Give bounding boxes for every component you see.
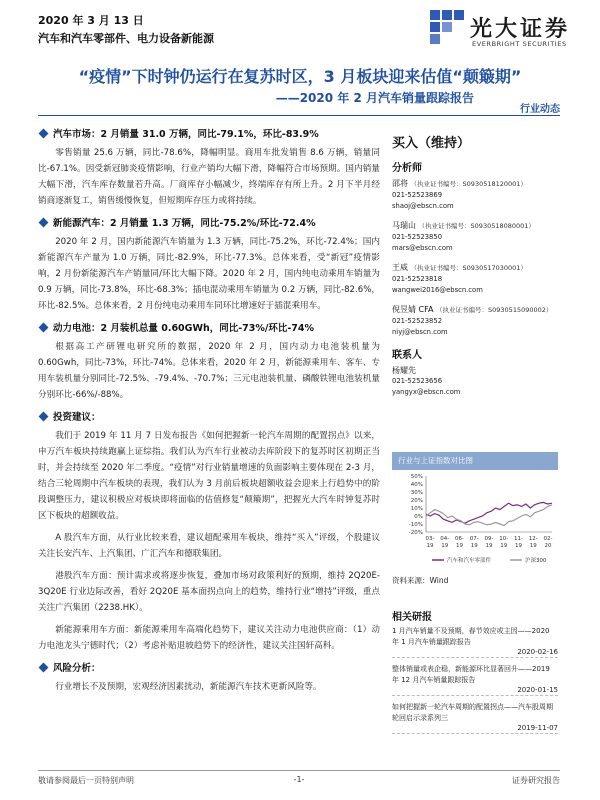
x-tick-label: 06- [455,536,464,542]
footer-disclaimer: 敬请参阅最后一页特别声明 [38,776,134,785]
x-tick-label: 11- [514,536,523,542]
x-tick-label: 02- [543,536,553,542]
main-content [38,126,380,701]
sidebar [392,122,562,406]
x-tick-label: 04- [440,536,450,542]
y-tick-label: 50% [410,474,423,480]
section-heading-text: 新能源汽车：2 月销量 1.3 万辆，同比-75.2%/环比-72.4% [53,218,316,229]
analyst-phone: 021-52523869 [392,191,443,199]
x-tick-label: 19 [515,543,522,549]
section-heading [38,409,380,423]
section-risk [38,660,380,695]
related-item[interactable] [392,626,558,658]
x-tick-label: 19 [456,543,463,549]
section-heading [38,320,380,334]
analyst-cert: （执业证书编号：S0930518120001） [410,180,527,188]
chart-source: 资料来源：Wind [392,576,449,585]
contact-card [392,365,562,398]
paragraph: A 股汽车方面，从行业比较来看，建议超配乘用车板块，维持“买入”评级，个股建议关注长安汽车、上汽集团、广汇汽车和德联集团。 [38,533,380,559]
related-title[interactable]: 整体销量或表企稳，新能源环比显著回升——2019 年 12 月汽车销量跟踪报告 [392,665,550,684]
x-tick-label: 19 [470,543,478,549]
section-heading-text: 投资建议： [53,412,101,423]
chart-plot [392,470,558,572]
x-tick-label: 03- [425,536,435,542]
analyst-phone: 021-52523818 [392,275,443,283]
bullet-diamond-icon [39,322,49,332]
paragraph: 2020 年 2 月，国内新能源汽车销量为 1.3 万辆，同比-75.2%，环比-72.4%；国内新能源汽车产量为 1.0 万辆，同比-82.9%，环比-77.3%。总体来看，受“新冠”疫情影响，2 月份新能源汽车产销量同/环比大幅下降。2020 年 2 月，国内纯电动乘用车销量为 0.9 万辆，同比-73.8%，环比-68.3%；插电混动乘用车销量为 0.2 万辆，同比-82.6%，环比-82.5%。总体来看，2 月份纯电动乘用车同环比增速好于插混乘用车。 [38,237,380,311]
analyst-name: 倪昱婧 CFA [392,305,434,314]
related-reports [392,608,558,740]
analysts-heading: 分析师 [392,163,422,174]
x-tick-label: 19 [485,543,493,549]
paragraph: 零售销量 25.6 万辆，同比-78.6%，降幅明显。商用车批发销售 8.6 万辆，销量同比-67.1%。因受新冠肺炎疫情影响，行业产销均大幅下滑，降幅符合市场预期。国内销量大幅下滑，汽车库存数量若升高。厂商库存小幅减少，终端库存有所上升。2 月下半月经销商逐渐复工，销售缓慢恢复，但短期库存压力或将持续。 [38,148,380,206]
paragraph: 行业增长不及预期，宏观经济因素扰动，新能源汽车技术更新风险等。 [55,682,322,692]
analyst-email[interactable]: niyj@ebscn.com [392,328,448,336]
analyst-cert: （执业证书编号：S0930518080001） [418,222,535,230]
legend-label: 沪深300 [525,558,547,564]
analyst-cert: （执业证书编号：S0930515090002） [436,306,553,314]
report-type-tag: 行业动态 [520,104,560,115]
related-date: 2020-01-15 [392,686,558,696]
related-item[interactable] [392,702,558,734]
bullet-diamond-icon [39,128,49,138]
title-divider [38,115,560,116]
contact-phone: 021-52523656 [392,377,443,385]
section-heading [38,660,380,674]
report-title: “疫情”下时钟仍运行在复苏时区，3 月板块迎来估值“颠簸期” [78,67,522,86]
x-tick-label: 20 [544,543,552,549]
analyst-email[interactable]: shaoj@ebscn.com [392,202,454,210]
rating: 买入（维持） [392,136,471,151]
legend-label: 汽车和汽车零部件 [447,558,492,564]
paragraph: 我们于 2019 年 11 月 7 日发布报告《如何把握新一轮汽车周期的配置拐点》以来，申万汽车板块持续跑赢上证综指。我们认为汽车行业被动去库阶段下的复苏时区初期正当时，并会持续至 2020 年二季度。“疫情”对行业销量增速的负面影响主要体现在 2-3 月，结合三轮周期中汽车板块的表现，我们认为 3 月前后板块超额收益会迎来上行趋势中的阶段调整压力，建议积极应对板块即将面临的估值修复“颠簸期”，把握光大汽车时钟复苏时区下板块的超额收益。 [38,431,380,521]
y-tick-label: -20% [408,530,423,536]
paragraph: 根据高工产研锂电研究所的数据，2020 年 2 月，国内动力电池装机量为 0.60Gwh，同比-73%，环比-74%。总体来看，2020 年 2 月，新能源乘用车、客车、专用车装机量分别同比-72.5%、-79.4%、-70.7%；三元电池装机量、磷酸铁锂电池装机量分别环比-66%/-88%。 [38,342,380,400]
y-tick-label: 20% [410,498,423,504]
report-sector: 汽车和汽车零部件、电力设备新能源 [38,32,214,45]
section-battery [38,320,380,403]
page-number: -1- [293,775,305,784]
analyst-cert: （执业证书编号：S0930517030001） [410,264,527,272]
company-logo [430,10,570,54]
series-line [426,502,552,523]
x-tick-label: 19 [441,543,449,549]
series-line [426,505,552,526]
y-tick-label: 10% [410,506,423,512]
section-heading-text: 动力电池：2 月装机总量 0.60GWh，同比-73%/环比-74% [53,323,315,334]
paragraph: 港股汽车方面：预计需求或将逐步恢复，叠加市场对政策利好的预期，维持 2Q20E-3Q20E 行业边际改善，看好 2Q20E 基本面拐点向上的趋势，维持行业“增持”评级，重点关注广汽集团（2238.HK）。 [38,571,380,613]
analyst-email[interactable]: mars@ebscn.com [392,244,453,252]
section-heading [38,215,380,229]
analyst-email[interactable]: wangwei2016@ebscn.com [392,286,483,294]
analyst-name: 邵将 [392,179,408,188]
page-footer [38,770,560,785]
y-tick-label: 30% [410,490,423,496]
bullet-diamond-icon [39,411,49,421]
related-date: 2020-02-16 [392,648,558,658]
analyst-card [392,304,562,338]
section-heading [38,126,380,140]
related-heading: 相关研报 [392,612,432,623]
section-nev [38,215,380,314]
report-subtitle: ——2020 年 2 月汽车销量跟踪报告 [275,91,474,105]
y-tick-label: 40% [410,482,423,488]
analyst-phone: 021-52523850 [392,233,443,241]
contact-name: 杨耀先 [392,366,416,375]
related-title[interactable]: 如何把握新一轮汽车周期的配置拐点——汽车股周期轮回启示录系列三 [392,703,553,722]
section-heading-text: 风险分析： [53,663,101,674]
footer-label: 证券研究报告 [512,776,560,785]
y-tick-label: 0% [414,514,423,520]
report-date: 2020 年 3 月 13 日 [38,14,144,27]
x-tick-label: 19 [529,543,537,549]
chart-title: 行业与上证指数对比图 [392,452,558,470]
bullet-diamond-icon [39,217,49,227]
x-tick-label: 19 [500,543,508,549]
analyst-card [392,262,562,296]
analyst-card [392,178,562,212]
x-tick-label: 12- [528,536,538,542]
logo-name: 光大证券 [470,17,571,42]
logo-mark-icon [430,10,464,46]
related-item[interactable] [392,664,558,696]
index-comparison-chart [392,452,558,590]
paragraph: 新能源乘用车方面：新能源乘用车高端化趋势下，建议关注动力电池供应商：（1）动力电池龙头宁德时代；（2）考虑补贴退坡趋势下的经济性，建议关注国轩高科。 [38,625,380,651]
bullet-diamond-icon [39,662,49,672]
related-date: 2019-11-07 [392,724,558,734]
section-auto-market [38,126,380,209]
contact-email[interactable]: yangyx@ebscn.com [392,388,461,396]
analyst-card [392,220,562,254]
x-tick-label: 19 [426,543,434,549]
analyst-phone: 021-52523852 [392,317,443,325]
y-tick-label: -10% [408,522,423,528]
x-tick-label: 09- [484,536,494,542]
contacts-heading: 联系人 [392,350,422,361]
section-heading-text: 汽车市场：2 月销量 31.0 万辆，同比-79.1%，环比-83.9% [53,129,319,140]
analyst-name: 马瑞山 [392,221,416,230]
x-tick-label: 10- [499,536,509,542]
x-tick-label: 07- [469,536,479,542]
logo-english-name: EVERBRIGHT SECURITIES [472,40,567,48]
section-investment-advice [38,409,380,654]
related-title[interactable]: 1 月汽车销量不及预期，春节效应或主因——2020 年 1 月汽车销量跟踪报告 [392,627,550,646]
analyst-name: 王威 [392,263,408,272]
